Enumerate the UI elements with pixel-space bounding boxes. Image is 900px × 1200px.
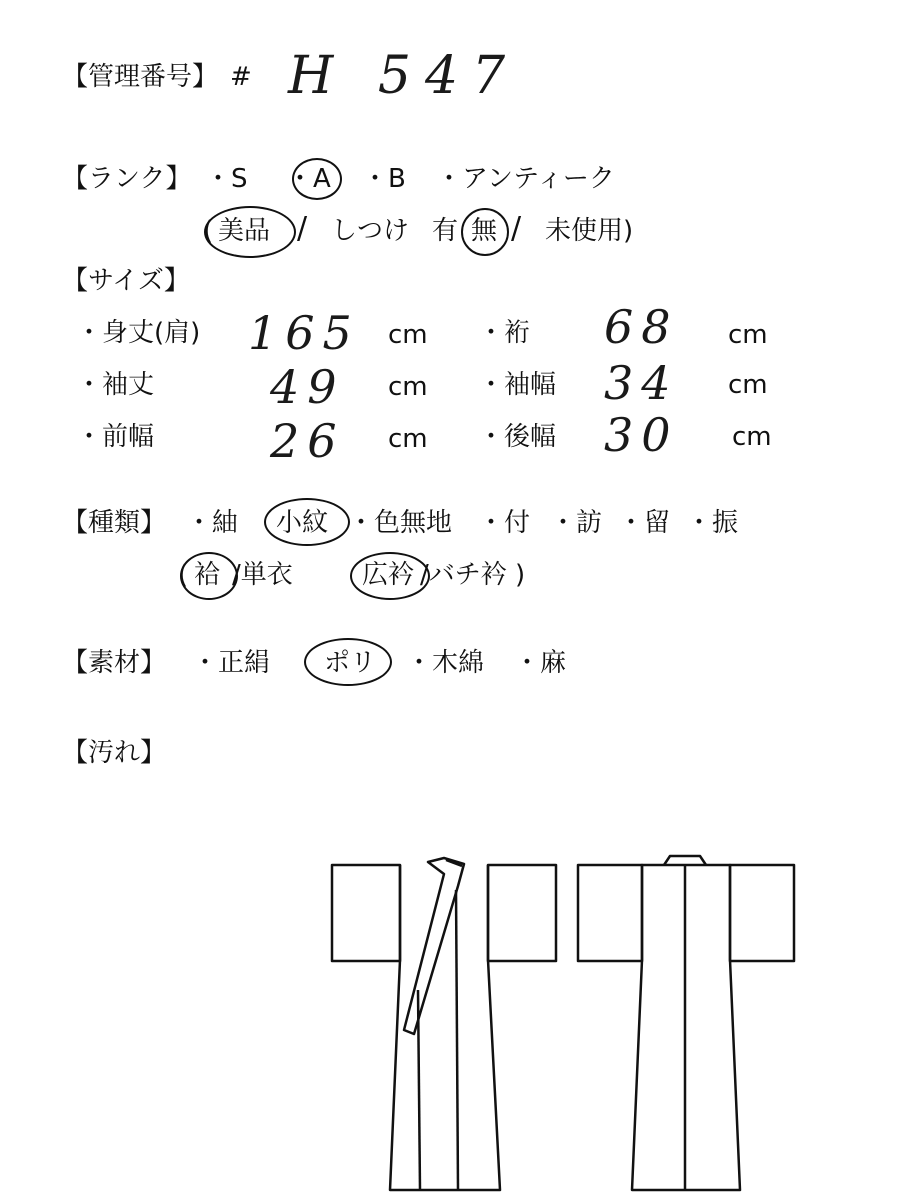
front-collar bbox=[404, 858, 464, 1034]
material-poly[interactable]: ポリ bbox=[324, 648, 377, 678]
rank-option-b[interactable]: ・B bbox=[362, 164, 406, 194]
material-silk[interactable]: ・正絹 bbox=[192, 648, 271, 678]
type-komon[interactable]: 小紋 bbox=[276, 508, 329, 538]
type-tsumugi[interactable]: ・紬 bbox=[186, 508, 239, 538]
rank-label: 【ランク】 bbox=[62, 164, 192, 194]
size-ushirohaba-value: 30 bbox=[604, 408, 679, 462]
collar-selected-circle bbox=[350, 552, 430, 600]
type-iromuji[interactable]: ・色無地 bbox=[348, 508, 453, 538]
size-ushirohaba-label: ・後幅 bbox=[478, 422, 557, 452]
material-linen[interactable]: ・麻 bbox=[514, 648, 567, 678]
back-collar bbox=[664, 856, 706, 865]
type-awase[interactable]: 袷 bbox=[194, 560, 221, 590]
size-yuki-unit: cm bbox=[728, 320, 768, 350]
front-body-outline bbox=[390, 865, 500, 1190]
type-label: 【種類】 bbox=[62, 508, 167, 538]
basting-yes[interactable]: 有 bbox=[432, 216, 459, 246]
material-selected-circle bbox=[304, 638, 392, 686]
rank-option-s[interactable]: ・S bbox=[205, 164, 248, 194]
management-hash: # bbox=[230, 62, 252, 92]
condition-slash-1: / bbox=[297, 211, 308, 246]
condition-basting: しつけ bbox=[331, 216, 410, 246]
material-cotton[interactable]: ・木綿 bbox=[406, 648, 485, 678]
type-furisode[interactable]: ・振 bbox=[686, 508, 739, 538]
size-mitake-label: ・身丈(肩) bbox=[76, 318, 201, 348]
front-left-sleeve bbox=[332, 865, 400, 961]
size-maehaba-label: ・前幅 bbox=[76, 422, 155, 452]
type-hiroeri[interactable]: 広衿 bbox=[362, 560, 415, 590]
type-sub-open-paren: ( bbox=[178, 560, 189, 590]
size-yuki-label: ・裄 bbox=[478, 318, 531, 348]
back-left-sleeve bbox=[578, 865, 642, 961]
condition-selected-circle bbox=[204, 206, 296, 258]
type-tsukesage[interactable]: ・付 bbox=[478, 508, 531, 538]
size-label: 【サイズ】 bbox=[62, 266, 190, 296]
size-maehaba-value: 26 bbox=[270, 414, 345, 468]
size-sodehaba-unit: cm bbox=[728, 370, 768, 400]
size-yuki-value: 68 bbox=[604, 300, 679, 354]
stains-label: 【汚れ】 bbox=[62, 738, 167, 768]
lining-selected-circle bbox=[180, 552, 238, 600]
condition-beautiful[interactable]: 美品 bbox=[218, 216, 271, 246]
size-maehaba-unit: cm bbox=[388, 424, 428, 454]
size-mitake-unit: cm bbox=[388, 320, 428, 350]
condition-slash-2: / bbox=[511, 211, 522, 246]
management-number-label: 【管理番号】 bbox=[62, 62, 219, 92]
material-label: 【素材】 bbox=[62, 648, 167, 678]
rank-option-antique[interactable]: ・アンティーク bbox=[436, 164, 615, 194]
rank-option-a[interactable]: ・A bbox=[287, 164, 331, 194]
size-ushirohaba-unit: cm bbox=[732, 422, 772, 452]
size-mitake-value: 165 bbox=[248, 306, 360, 360]
size-sodehaba-value: 34 bbox=[604, 356, 679, 410]
size-sodehaba-label: ・袖幅 bbox=[478, 370, 557, 400]
type-houmongi[interactable]: ・訪 bbox=[550, 508, 603, 538]
basting-no[interactable]: 無 bbox=[471, 216, 498, 246]
type-selected-circle bbox=[264, 498, 350, 546]
type-bachieri[interactable]: /バチ衿 ) bbox=[420, 560, 526, 590]
type-tomesode[interactable]: ・留 bbox=[618, 508, 671, 538]
kimono-front-diagram bbox=[326, 850, 562, 1200]
back-right-sleeve bbox=[730, 865, 794, 961]
size-sodetake-unit: cm bbox=[388, 372, 428, 402]
front-right-sleeve bbox=[488, 865, 556, 961]
kimono-back-diagram bbox=[572, 850, 804, 1200]
type-hitoe[interactable]: /単衣 bbox=[232, 560, 293, 590]
size-sodetake-label: ・袖丈 bbox=[76, 370, 155, 400]
basting-selected-circle bbox=[461, 208, 509, 256]
management-number-value: H 547 bbox=[288, 46, 520, 106]
rank-selected-circle bbox=[292, 158, 342, 200]
condition-open-paren: ( bbox=[203, 216, 214, 246]
size-sodetake-value: 49 bbox=[270, 360, 345, 414]
condition-unused[interactable]: 未使用) bbox=[545, 216, 634, 246]
